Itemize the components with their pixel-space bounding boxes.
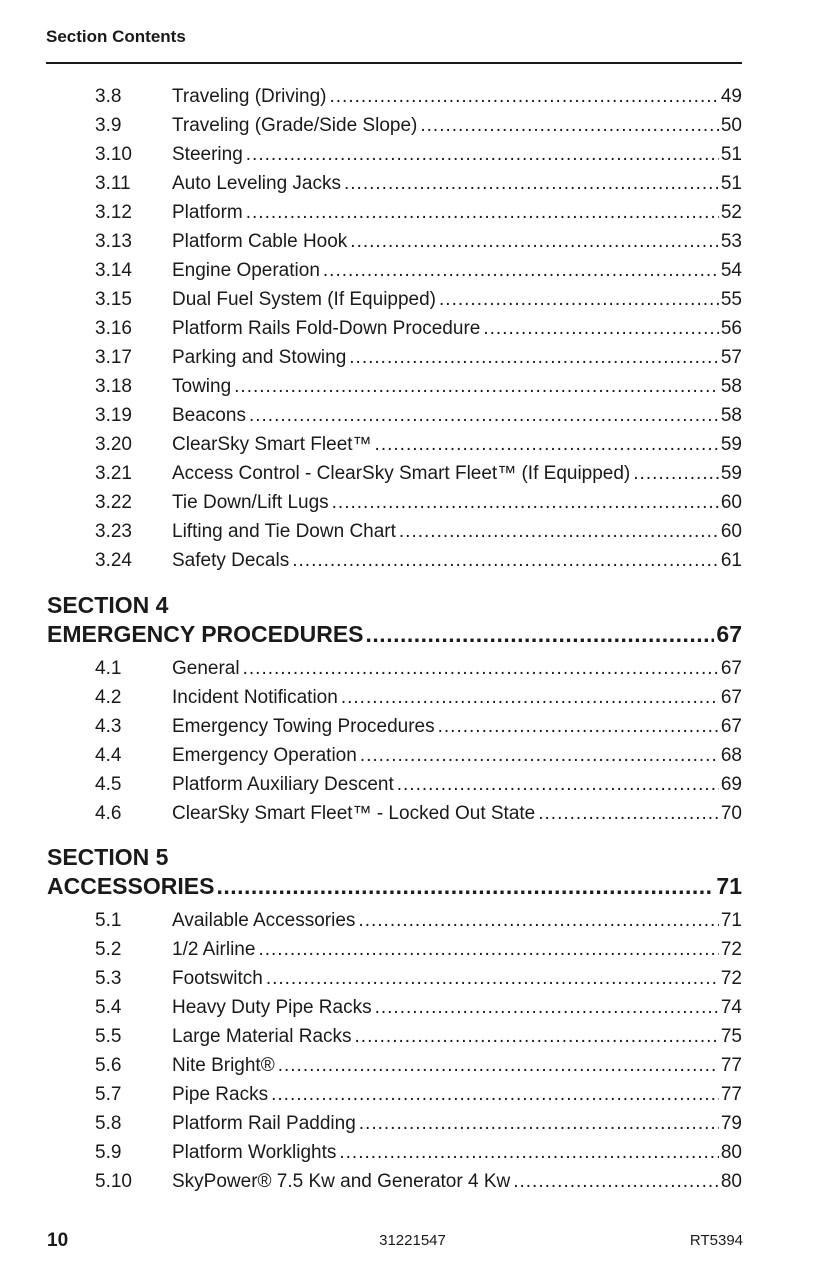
toc-entry-page: 72	[720, 939, 742, 960]
toc-entry-number: 5.2	[95, 939, 122, 960]
toc-entry-title: Beacons	[172, 405, 246, 426]
toc-entry-page: 75	[720, 1026, 742, 1047]
dot-leader	[538, 799, 719, 828]
toc-entry-title: Emergency Towing Procedures	[172, 716, 435, 737]
toc-entry[interactable]	[95, 488, 742, 517]
toc-entry-title: Traveling (Grade/Side Slope)	[172, 115, 418, 136]
dot-leader	[358, 906, 718, 935]
toc-entry-page: 58	[720, 405, 742, 426]
toc-entry-line	[172, 770, 742, 799]
dot-leader	[360, 741, 719, 770]
dot-leader	[344, 169, 719, 198]
dot-leader	[375, 993, 719, 1022]
section-5-heading	[47, 843, 742, 901]
section-5-page: 71	[716, 873, 742, 899]
toc-entry-title: Access Control - ClearSky Smart Fleet™ (If Equipped)	[172, 463, 631, 484]
toc-entry[interactable]	[95, 430, 742, 459]
section-5-entries	[95, 906, 742, 1196]
section-4-title-row[interactable]	[47, 619, 742, 649]
toc-entry-number: 4.1	[95, 658, 122, 679]
toc-entry-title: Available Accessories	[172, 910, 356, 931]
toc-entry-number: 3.9	[95, 115, 122, 136]
dot-leader	[216, 871, 714, 901]
toc-entry-page: 80	[720, 1142, 742, 1163]
toc-entry-page: 61	[720, 550, 742, 571]
toc-entry-line	[172, 459, 742, 488]
toc-entry-page: 49	[720, 86, 742, 107]
toc-entry-line	[172, 964, 742, 993]
toc-entry-title: ClearSky Smart Fleet™	[172, 434, 372, 455]
toc-entry-number: 3.10	[95, 144, 132, 165]
toc-entry[interactable]	[95, 1080, 742, 1109]
toc-entry-page: 50	[720, 115, 742, 136]
toc-entry-line	[172, 430, 742, 459]
toc-entry-line	[172, 799, 742, 828]
footer-code: RT5394	[689, 1232, 743, 1249]
toc-entry-line	[172, 906, 742, 935]
toc-entry-number: 4.3	[95, 716, 122, 737]
toc-entry-line	[172, 140, 742, 169]
toc-entry[interactable]	[95, 1109, 742, 1138]
toc-entry-title: Dual Fuel System (If Equipped)	[172, 289, 437, 310]
toc-entry[interactable]	[95, 82, 742, 111]
footer-page-number: 10	[47, 1230, 69, 1251]
dot-leader	[366, 619, 715, 649]
toc-entry[interactable]	[95, 343, 742, 372]
header-rule	[46, 62, 742, 64]
toc-entry[interactable]	[95, 1022, 742, 1051]
toc-entry-number: 3.12	[95, 202, 132, 223]
page-header-title: Section Contents	[46, 27, 186, 46]
toc-entry-title: Traveling (Driving)	[172, 86, 327, 107]
toc-entry-title: Pipe Racks	[172, 1084, 269, 1105]
dot-leader	[330, 82, 719, 111]
toc-entry[interactable]	[95, 227, 742, 256]
toc-entry[interactable]	[95, 459, 742, 488]
toc-entry-line	[172, 546, 742, 575]
toc-entry-title: Engine Operation	[172, 260, 320, 281]
toc-entry-title: Tie Down/Lift Lugs	[172, 492, 329, 513]
toc-entry-number: 5.8	[95, 1113, 122, 1134]
toc-entry-line	[172, 712, 742, 741]
toc-entry-page: 53	[720, 231, 742, 252]
toc-entry-line	[172, 1109, 742, 1138]
toc-entry-title: Emergency Operation	[172, 745, 357, 766]
toc-entry-page: 60	[720, 492, 742, 513]
toc-entry[interactable]	[95, 770, 742, 799]
toc-entry-line	[172, 1138, 742, 1167]
toc-entry-number: 3.14	[95, 260, 132, 281]
dot-leader	[339, 1138, 719, 1167]
section-5-label: SECTION 5	[47, 844, 169, 870]
toc-entry-title: 1/2 Airline	[172, 939, 256, 960]
toc-entry-page: 59	[720, 463, 742, 484]
toc-entry[interactable]	[95, 712, 742, 741]
toc-entry-line	[172, 285, 742, 314]
toc-entry[interactable]	[95, 140, 742, 169]
toc-entry-line	[172, 372, 742, 401]
dot-leader	[246, 198, 719, 227]
toc-entry-line	[172, 993, 742, 1022]
toc-entry-page: 80	[720, 1171, 742, 1192]
toc-entry-title: Platform Auxiliary Descent	[172, 774, 394, 795]
toc-entry-line	[172, 654, 742, 683]
toc-entry-page: 77	[720, 1055, 742, 1076]
toc-entry-line	[172, 169, 742, 198]
section-4-label: SECTION 4	[47, 592, 169, 618]
toc-entry-number: 3.15	[95, 289, 132, 310]
toc-entry-title: Platform Cable Hook	[172, 231, 348, 252]
toc-entry-number: 3.8	[95, 86, 122, 107]
dot-leader	[292, 546, 719, 575]
toc-entry-page: 58	[720, 376, 742, 397]
dot-leader	[341, 683, 719, 712]
toc-entry-number: 4.4	[95, 745, 122, 766]
dot-leader	[397, 770, 719, 799]
toc-entry-line	[172, 741, 742, 770]
toc-entry-number: 3.24	[95, 550, 132, 571]
toc-entry-line	[172, 1080, 742, 1109]
dot-leader	[420, 111, 719, 140]
toc-entry-page: 57	[720, 347, 742, 368]
section-5-title: ACCESSORIES	[47, 873, 215, 899]
toc-entry[interactable]	[95, 169, 742, 198]
toc-entry-line	[172, 488, 742, 517]
toc-entry-page: 69	[720, 774, 742, 795]
toc-entry[interactable]	[95, 314, 742, 343]
toc-entry-title: Platform Worklights	[172, 1142, 337, 1163]
toc-entry-line	[172, 314, 742, 343]
toc-entry[interactable]	[95, 285, 742, 314]
toc-entry-title: General	[172, 658, 240, 679]
toc-entry-page: 68	[720, 745, 742, 766]
toc-entry-page: 59	[720, 434, 742, 455]
toc-entry[interactable]	[95, 256, 742, 285]
dot-leader	[349, 343, 719, 372]
toc-entry-title: Heavy Duty Pipe Racks	[172, 997, 372, 1018]
dot-leader	[258, 935, 718, 964]
toc-entry-page: 67	[720, 687, 742, 708]
toc-entry-number: 5.1	[95, 910, 122, 931]
toc-entry[interactable]	[95, 935, 742, 964]
toc-entry-page: 74	[720, 997, 742, 1018]
toc-entry-line	[172, 343, 742, 372]
toc-entry-title: Platform Rail Padding	[172, 1113, 356, 1134]
toc-entry-number: 3.16	[95, 318, 132, 339]
toc-entry-title: Incident Notification	[172, 687, 338, 708]
dot-leader	[359, 1109, 719, 1138]
toc-entry-line	[172, 198, 742, 227]
dot-leader	[633, 459, 719, 488]
section-4-heading	[47, 591, 742, 649]
toc-entry-number: 3.19	[95, 405, 132, 426]
section-3-entries	[95, 82, 742, 575]
toc-entry-number: 3.11	[95, 173, 131, 194]
toc-entry-number: 3.17	[95, 347, 132, 368]
dot-leader	[246, 140, 719, 169]
toc-entry[interactable]	[95, 683, 742, 712]
toc-entry-line	[172, 227, 742, 256]
toc-entry-page: 72	[720, 968, 742, 989]
section-4-title: EMERGENCY PROCEDURES	[47, 621, 364, 647]
toc-entry-line	[172, 935, 742, 964]
toc-entry-number: 3.18	[95, 376, 132, 397]
dot-leader	[399, 517, 719, 546]
dot-leader	[438, 712, 719, 741]
toc-entry-line	[172, 82, 742, 111]
toc-entry-number: 5.9	[95, 1142, 122, 1163]
toc-entry[interactable]	[95, 1138, 742, 1167]
toc-entry-number: 4.5	[95, 774, 122, 795]
dot-leader	[234, 372, 719, 401]
toc-entry-number: 3.21	[95, 463, 132, 484]
toc-entry-page: 52	[720, 202, 742, 223]
toc-entry[interactable]	[95, 1167, 742, 1196]
toc-entry[interactable]	[95, 401, 742, 430]
toc-entry-line	[172, 1167, 742, 1196]
toc-entry-number: 5.5	[95, 1026, 122, 1047]
dot-leader	[323, 256, 719, 285]
toc-entry-page: 79	[720, 1113, 742, 1134]
toc-entry-number: 3.20	[95, 434, 132, 455]
toc-entry-line	[172, 401, 742, 430]
footer-doc-number: 31221547	[379, 1232, 446, 1249]
dot-leader	[350, 227, 719, 256]
toc-entry-title: Platform	[172, 202, 243, 223]
toc-entry-title: Nite Bright®	[172, 1055, 275, 1076]
dot-leader	[375, 430, 719, 459]
toc-entry-number: 5.10	[95, 1171, 132, 1192]
toc-entry-page: 54	[720, 260, 742, 281]
toc-entry-number: 4.6	[95, 803, 122, 824]
toc-entry-number: 5.6	[95, 1055, 122, 1076]
toc-entry-page: 67	[720, 658, 742, 679]
toc-entry-line	[172, 683, 742, 712]
toc-entry-page: 51	[720, 144, 742, 165]
toc-entry-line	[172, 256, 742, 285]
dot-leader	[332, 488, 719, 517]
dot-leader	[266, 964, 719, 993]
toc-entry-line	[172, 1051, 742, 1080]
section-4-page: 67	[716, 621, 742, 647]
toc-entry-page: 60	[720, 521, 742, 542]
toc-entry-number: 4.2	[95, 687, 122, 708]
toc-entry[interactable]	[95, 1051, 742, 1080]
section-4-entries	[95, 654, 742, 828]
toc-entry[interactable]	[95, 372, 742, 401]
toc-entry[interactable]	[95, 517, 742, 546]
toc-entry-page: 77	[720, 1084, 742, 1105]
toc-entry-title: Parking and Stowing	[172, 347, 347, 368]
toc-entry-title: Platform Rails Fold-Down Procedure	[172, 318, 481, 339]
dot-leader	[513, 1167, 719, 1196]
toc-entry[interactable]	[95, 741, 742, 770]
toc-entry-number: 3.22	[95, 492, 132, 513]
dot-leader	[483, 314, 719, 343]
toc-entry-title: Footswitch	[172, 968, 263, 989]
toc-entry-page: 67	[720, 716, 742, 737]
toc-entry[interactable]	[95, 799, 742, 828]
toc-entry-line	[172, 517, 742, 546]
toc-entry-page: 56	[720, 318, 742, 339]
toc-entry[interactable]	[95, 993, 742, 1022]
dot-leader	[243, 654, 719, 683]
dot-leader	[271, 1080, 719, 1109]
dot-leader	[278, 1051, 719, 1080]
toc-entry[interactable]	[95, 198, 742, 227]
section-5-title-row[interactable]	[47, 871, 742, 901]
toc-entry-title: Steering	[172, 144, 243, 165]
toc-entry[interactable]	[95, 111, 742, 140]
toc-entry-title: Large Material Racks	[172, 1026, 352, 1047]
toc-entry-number: 3.23	[95, 521, 132, 542]
toc-entry[interactable]	[95, 964, 742, 993]
toc-entry-title: Towing	[172, 376, 232, 397]
toc-entry-title: SkyPower® 7.5 Kw and Generator 4 Kw	[172, 1171, 511, 1192]
toc-entry-line	[172, 111, 742, 140]
dot-leader	[355, 1022, 719, 1051]
toc-entry-title: Safety Decals	[172, 550, 290, 571]
toc-entry[interactable]	[95, 654, 742, 683]
toc-entry-number: 5.7	[95, 1084, 122, 1105]
toc-entry[interactable]	[95, 546, 742, 575]
toc-entry-number: 5.4	[95, 997, 122, 1018]
toc-entry-number: 3.13	[95, 231, 132, 252]
toc-entry[interactable]	[95, 906, 742, 935]
toc-entry-title: ClearSky Smart Fleet™ - Locked Out State	[172, 803, 536, 824]
toc-entry-page: 70	[720, 803, 742, 824]
toc-entry-number: 5.3	[95, 968, 122, 989]
toc-entry-page: 71	[720, 910, 742, 931]
toc-entry-line	[172, 1022, 742, 1051]
toc-entry-page: 55	[720, 289, 742, 310]
dot-leader	[439, 285, 719, 314]
toc-entry-title: Auto Leveling Jacks	[172, 173, 341, 194]
toc-entry-page: 51	[720, 173, 742, 194]
toc-entry-title: Lifting and Tie Down Chart	[172, 521, 396, 542]
dot-leader	[249, 401, 719, 430]
